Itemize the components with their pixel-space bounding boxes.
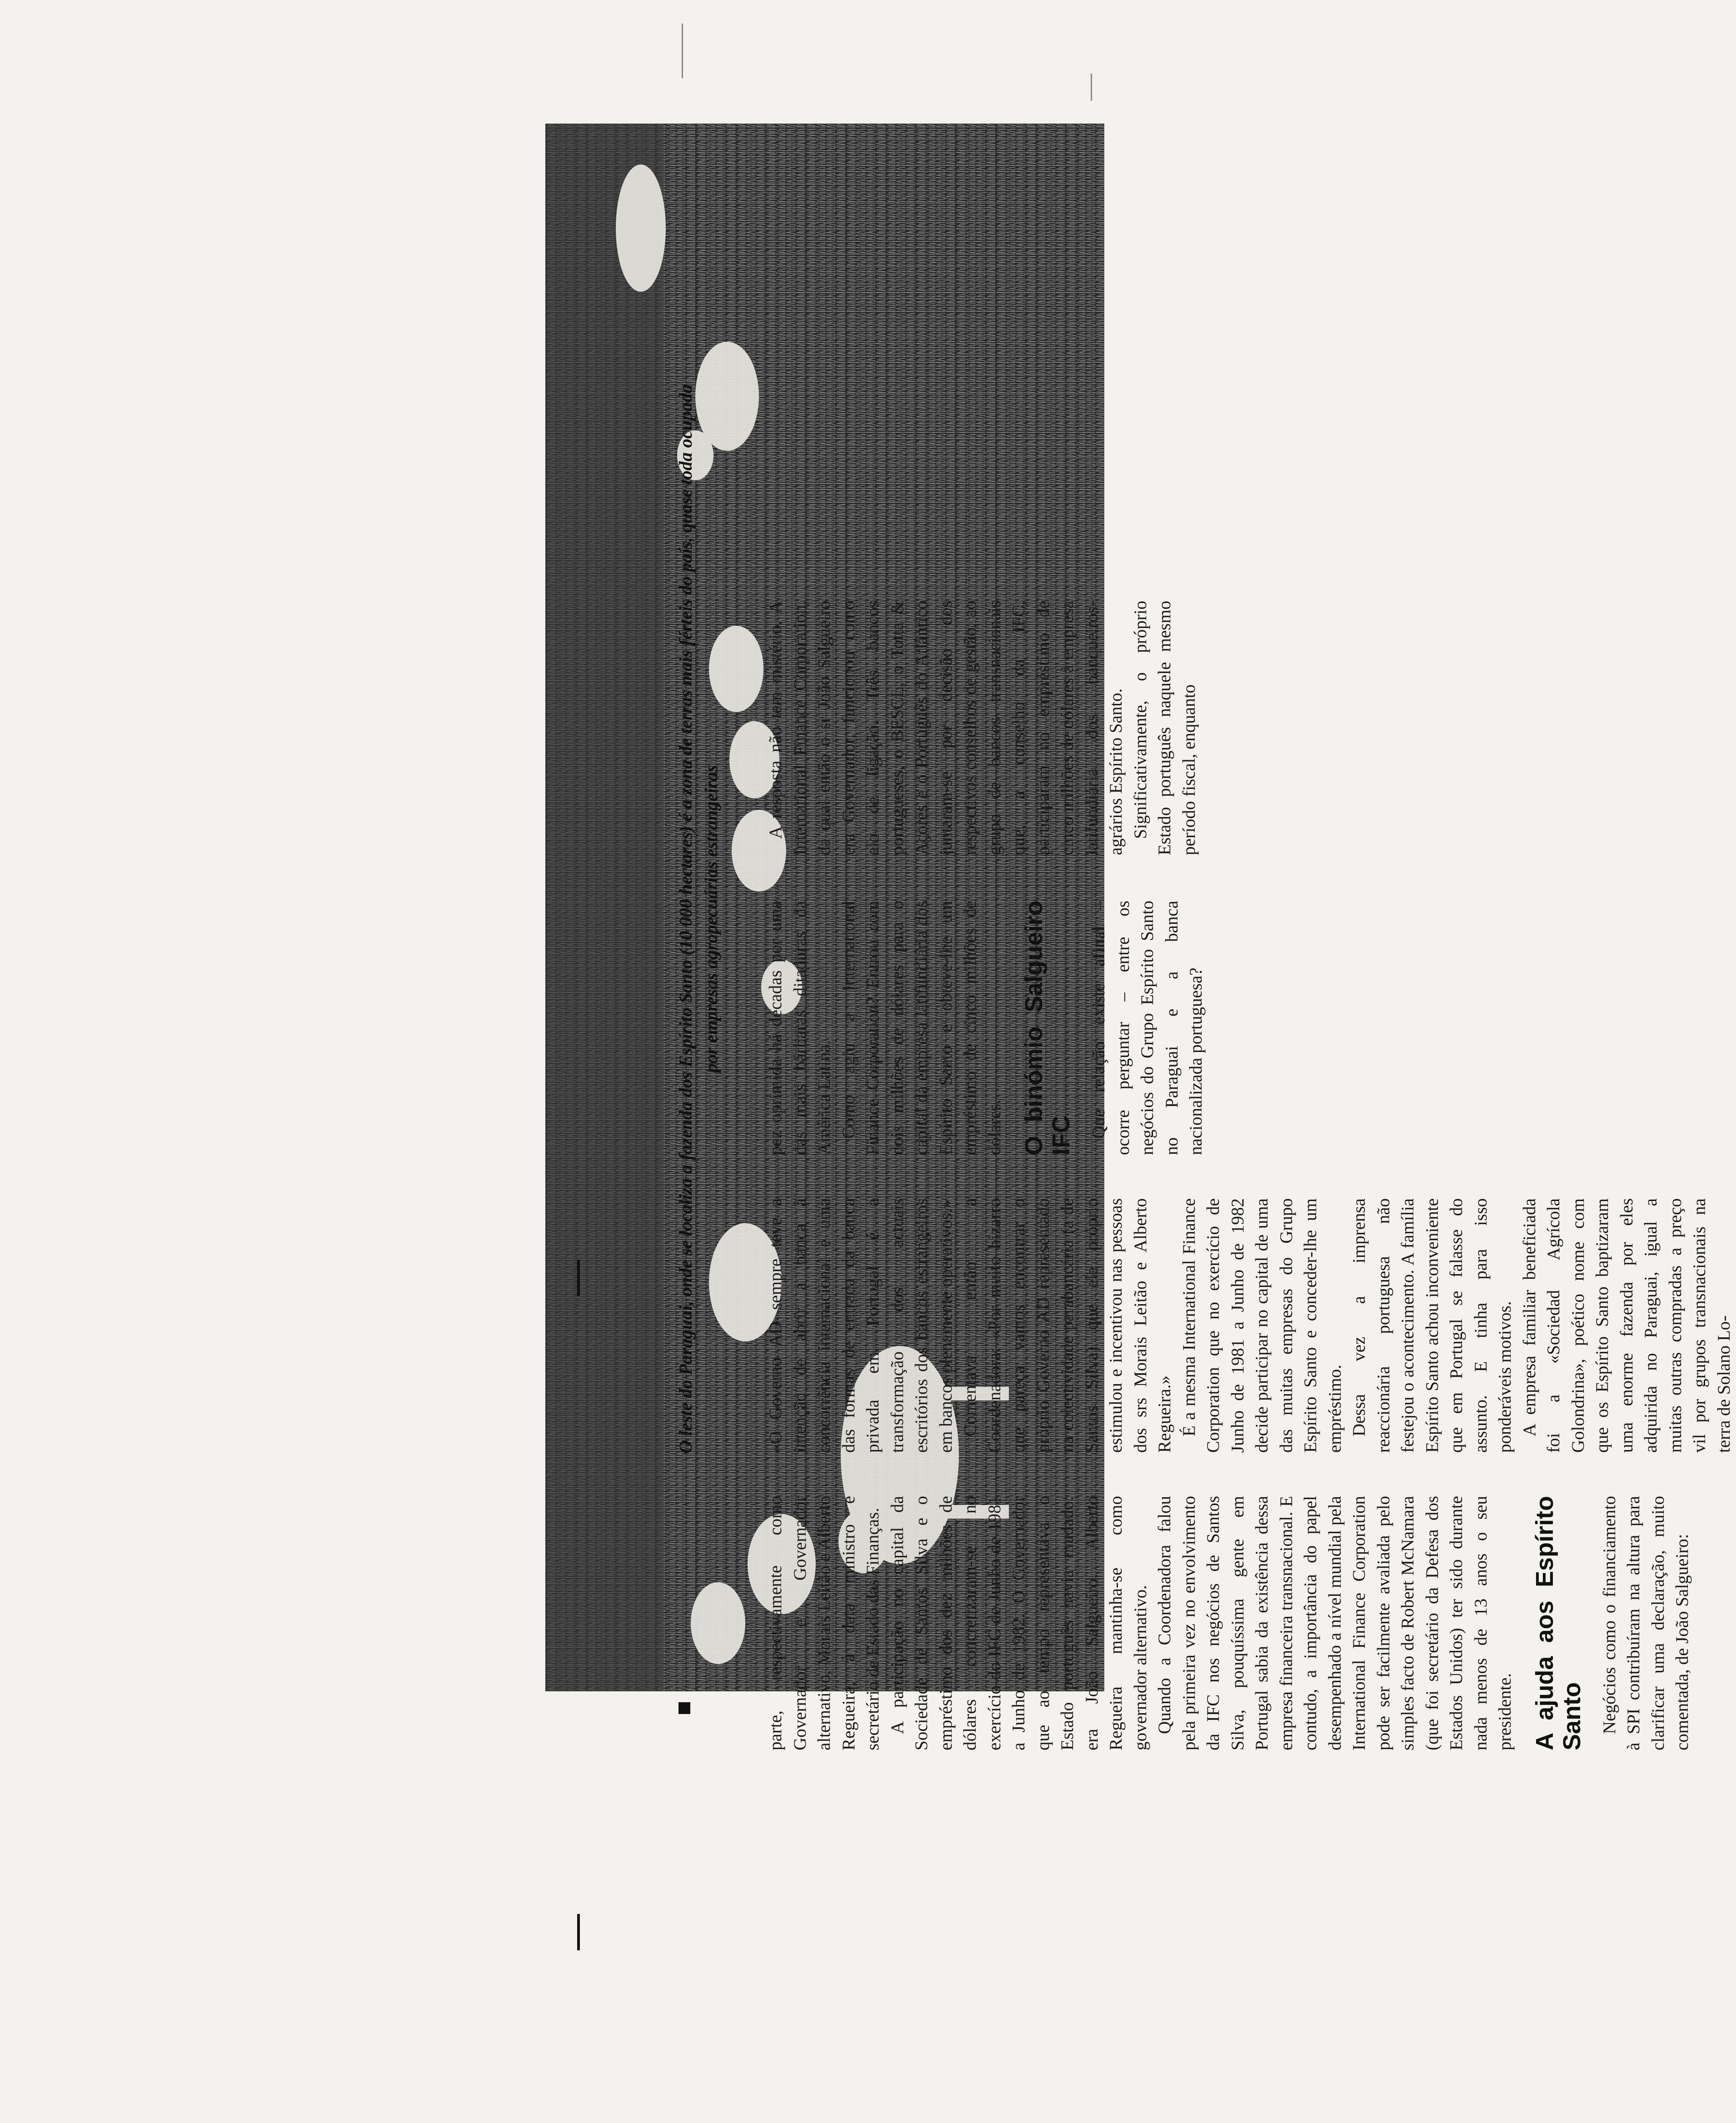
horizon-band <box>545 124 663 1691</box>
article-column-3 <box>763 901 1208 1155</box>
article-column-2 <box>763 1198 1736 1453</box>
paragraph: É a mesma International Finance Corporation que no exercício de Junho de 1981 a Junho de 1982 decide participar no capital de uma das muitas empresas do Grupo Espírito Santo e conceder-lhe um empréstimo. <box>1179 1198 1345 1453</box>
section-heading: A ajuda aos Espírito Santo <box>1531 1496 1586 1750</box>
cow-far-right <box>616 164 666 292</box>
paragraph: A empresa familiar beneficiada foi a «Sociedad Agrícola Golondrina», poético nome com que os Espírito Santo baptizaram uma enorme fazenda por eles adquirida no Paraguai, igual a muitas outras compradas a preço vil por grupos transnacionais na terra de Solano Lo- <box>1519 1198 1734 1453</box>
paragraph: Quando a Coordenadora falou pela primeira vez no envolvimento da IFC nos negócios de Santos Silva, pouquíssima gente em Portugal sabia da existência dessa empresa financeira transnacional. E contudo, a importância do papel desempenhado a nível mundial pela International Finance Corporation pode ser facilmente avaliada pelo simples facto de Robert McNamara (que foi secretário da Defesa dos Estados Unidos) ter sido durante nada menos de 13 anos o seu presidente. <box>1155 1496 1515 1750</box>
paragraph: Significativamente, o próprio Estado português naquele mesmo período fiscal, enquanto <box>1130 601 1199 855</box>
paragraph: Como agiu a International Finance Corporation? Entrou com dois milhões de dólares para o capital da empresa latifundiária dos Espírito Santo e obteve-lhe um empréstimo de cinco milhões de dólares. <box>838 901 1004 1155</box>
scan-noise <box>1091 74 1092 101</box>
paragraph: pez oprimida há décadas por uma das mais bárbaras ditaduras da América Latina. <box>766 901 834 1155</box>
paragraph: Comentava então a Coordenadora: «Por muito bizarro que pareça vamos encontrar o próprio Governo AD representado na colectividade parabancária (a de Santos Silva) que ele próprio estimulou e incentivou nas pessoas dos srs Morais Leitão e Alberto Regueira.» <box>960 1198 1174 1453</box>
caption-line-1: O leste do Paraguai, onde se localiza a fazenda dos Espírito Santo (10 000 hectares) é a zona de terras mais férteis do país, quase toda ocupada <box>675 384 696 1454</box>
paragraph: Dessa vez a imprensa reaccionária portuguesa não festejou o acontecimento. A família Espírito Santo achou inconveniente que em Portugal se falasse do assunto. E tinha para isso ponderáveis motivos. <box>1349 1198 1515 1453</box>
article-column-1 <box>763 1496 1695 1750</box>
scan-mark <box>577 1914 580 1950</box>
scan-noise <box>682 24 683 78</box>
section-heading: O binómio Salgueiro IFC <box>1020 901 1075 1155</box>
scan-mark <box>577 1260 580 1296</box>
article-column-4 <box>763 601 1201 855</box>
paragraph: A participação no capital da Sociedade de Santos Silva e o empréstimo dos dez milhões de dólares concretizaram-se no exercício do IFC de Junho de 1981 a Junho de 1982. O Governador que ao tempo representava o Estado português havia mudado: era João Salgueiro. Alberto Regueira mantinha-se como governador alternativo. <box>887 1496 1150 1750</box>
paragraph: «O Governo AD sempre teve a intenção de abrir a banca à concorrência internacional e uma das formas de entrada da banca privada em Portugal é a transformação dos actuais escritórios dos bancos estrangeiros em bancos plenamente operativos.» <box>766 1198 956 1453</box>
caption-line-2: por empresas agropecuárias estrangeiras <box>701 765 721 1073</box>
paragraph: A resposta não tem mistério. A International Finance Corporation, da qual então o sr João Salgueiro era Governador, funcionou como elo de ligação. Três bancos portugueses, o BESCL, o Totta & Açores e o Português do Atlântico juntaram-se por decisão dos respectivos conselhos de gestão, ao grupo de bancos transnacionais que, a conselho da IFC, participaram no empréstimo de cinco milhões de dólares à empresa latifundiária dos banqueiros-agrários Espírito Santo. <box>766 601 1126 855</box>
photo-caption <box>675 124 734 1714</box>
paragraph: Negócios como o financiamento à SPI contribuíram na altura para clarificar uma declaração, muito comentada, de João Salgueiro: <box>1599 1496 1692 1750</box>
paragraph: Que relação existe afinal – ocorre perguntar – entre os negócios do Grupo Espírito Santo no Paraguai e a banca nacionalizada portuguesa? <box>1089 901 1206 1155</box>
paragraph: parte, respectivamente como Governador e Governador alternativo, Morais Leitão e Alberto Regueira, à data ministro e secretário de Estado das Finanças. <box>766 1496 883 1750</box>
